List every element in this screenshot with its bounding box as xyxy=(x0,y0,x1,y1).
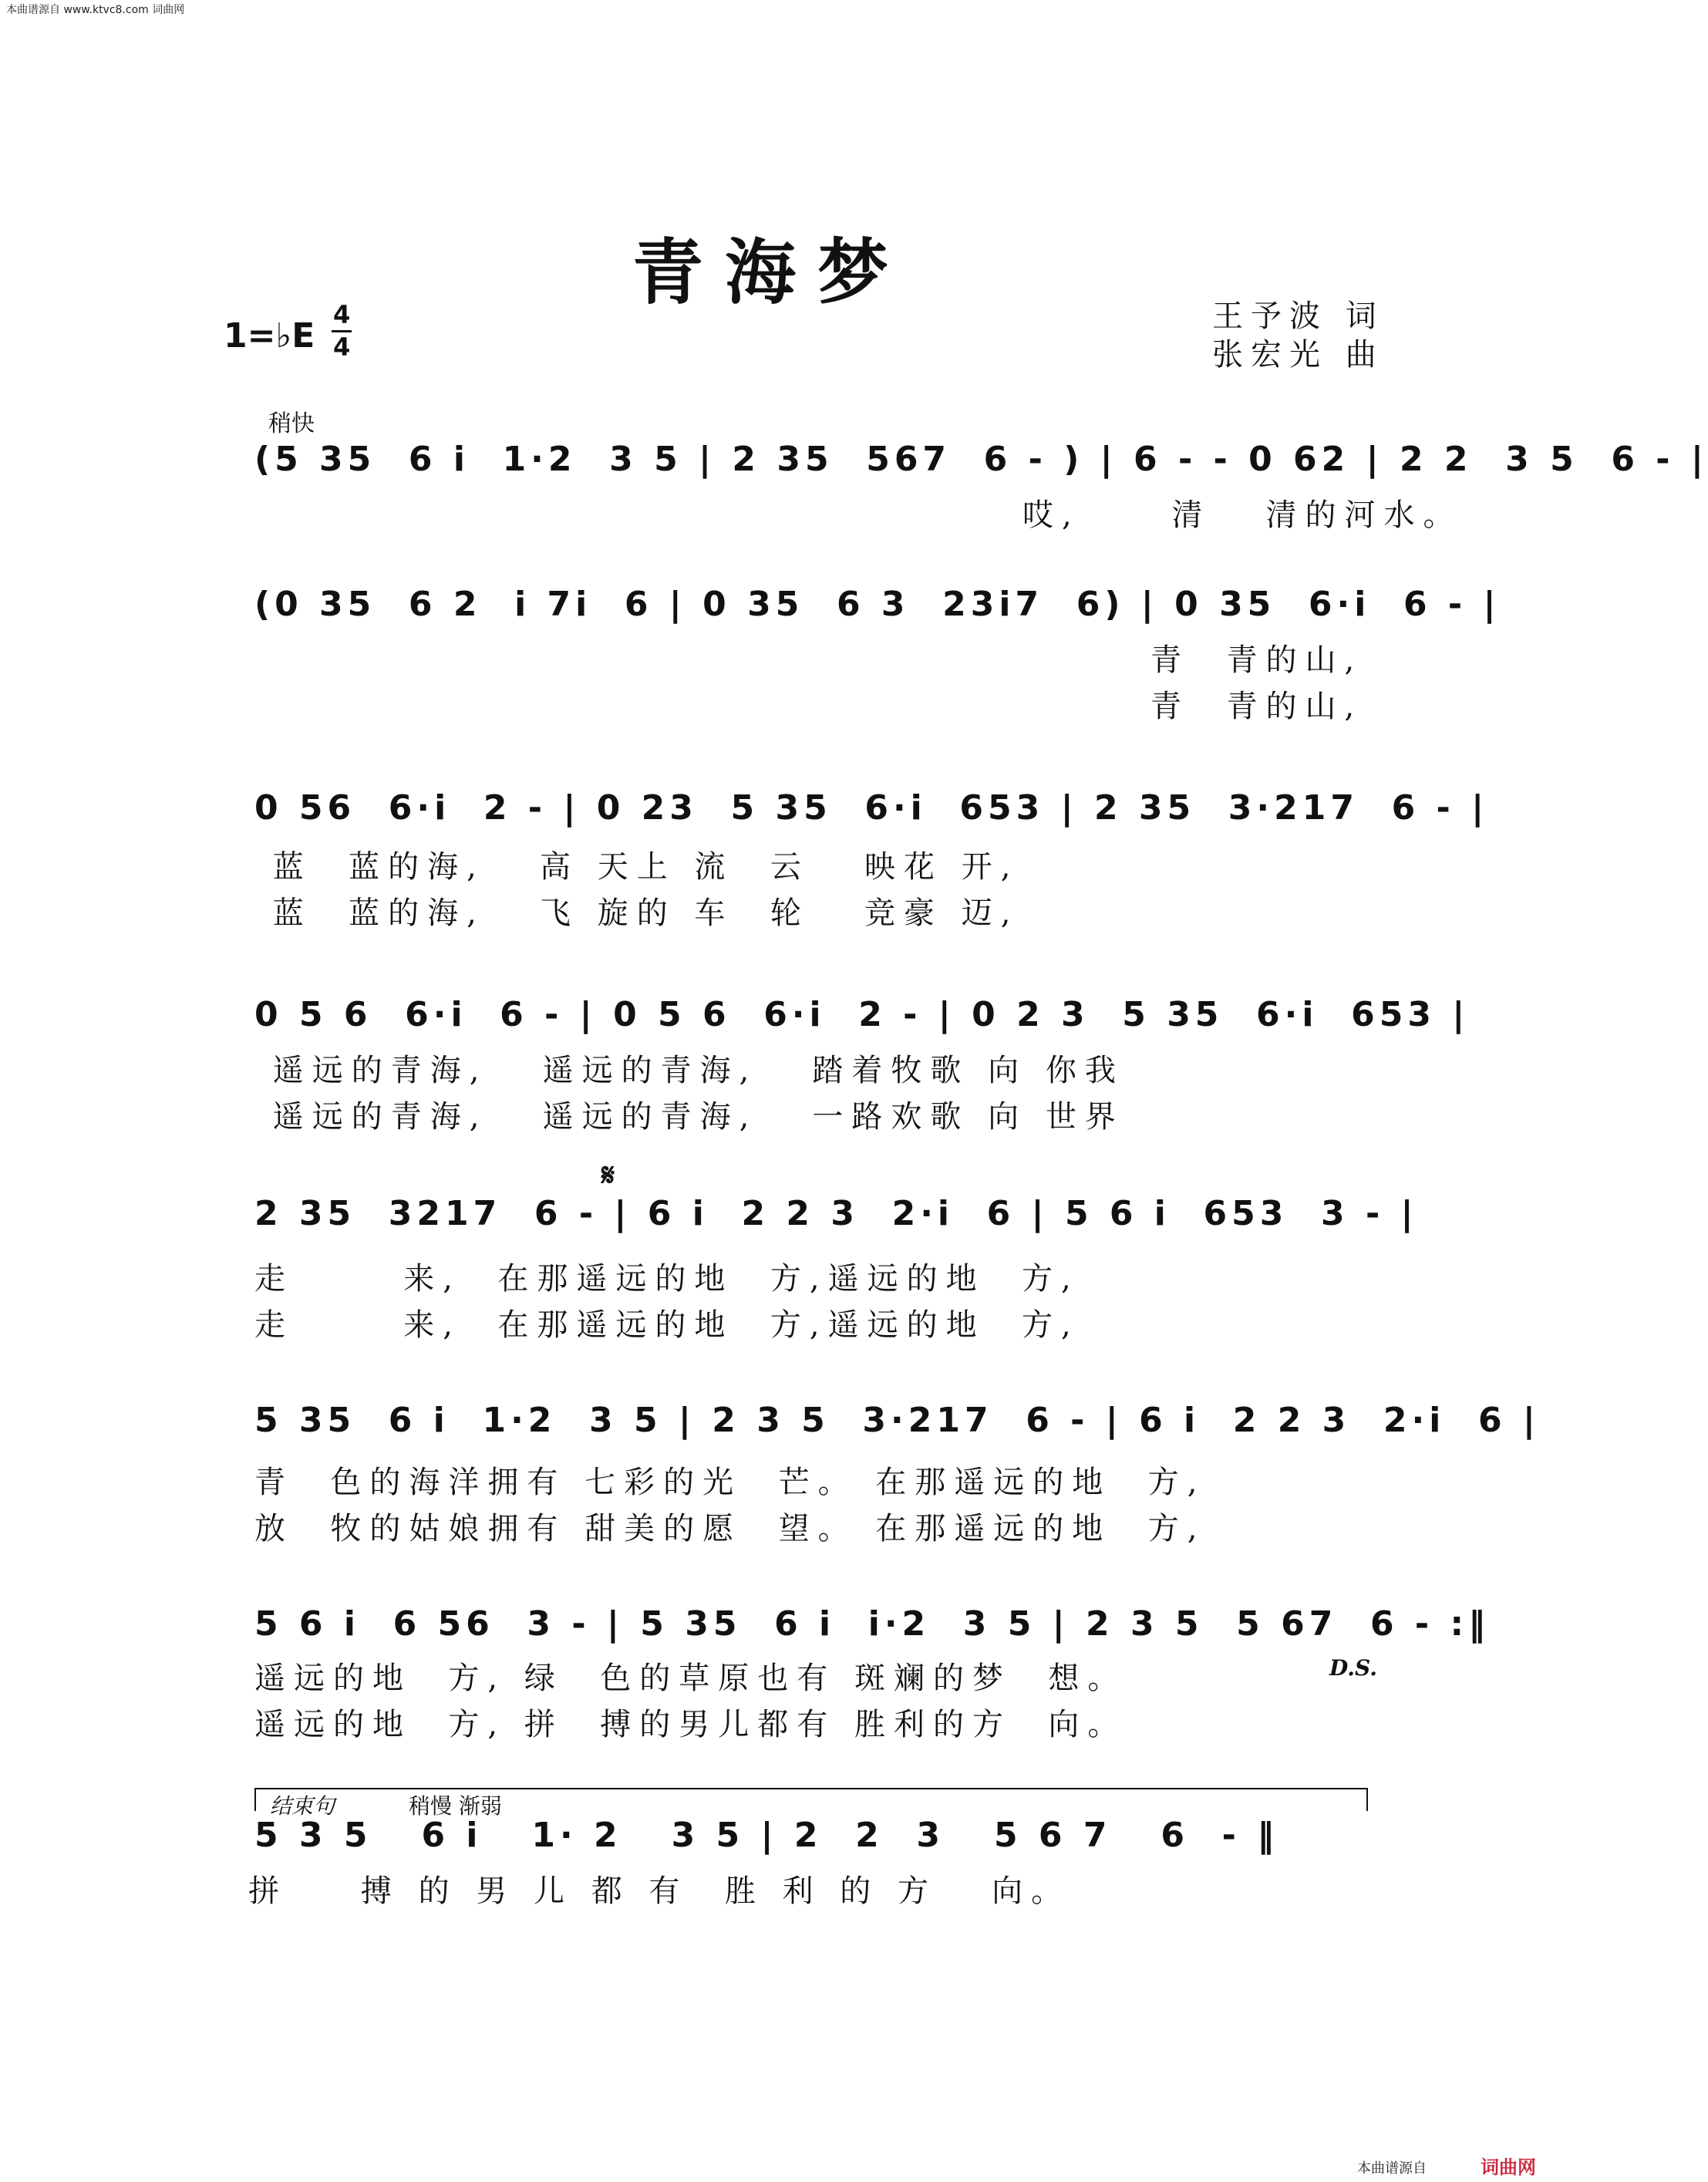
time-signature-top: 4 xyxy=(333,300,351,329)
ds-marking: D.S. xyxy=(1329,1655,1378,1681)
system-4-lyrics-1: 遥远的青海, 遥远的青海, 踏着牧歌 向 你我 xyxy=(254,1053,1124,1088)
composer: 张宏光 曲 xyxy=(1212,337,1384,373)
tempo-marking: 稍快 xyxy=(268,410,315,437)
key-signature: 1=♭E xyxy=(224,316,315,356)
page-title: 青海梦 xyxy=(632,231,910,314)
system-8-lyrics-1: 拼 搏 的 男 儿 都 有 胜 利 的 方 向。 xyxy=(248,1873,1071,1909)
system-2-lyrics-2: 青 青的山, xyxy=(254,689,1363,724)
system-1-notes: (5 35 6 i 1·2 3 5 | 2 35 567 6 - ) | 6 - - 0 62 | 2 2 3 5 6 - | xyxy=(254,440,1708,479)
lyricist: 王予波 词 xyxy=(1212,298,1384,334)
system-4-lyrics-2: 遥远的青海, 遥远的青海, 一路欢歌 向 世界 xyxy=(254,1099,1124,1135)
watermark-logo: 词曲网 xyxy=(1481,2157,1536,2178)
segno-sign: 𝄋 xyxy=(601,1157,615,1193)
system-2-lyrics-1: 青 青的山, xyxy=(254,642,1363,678)
system-6-notes: 5 35 6 i 1·2 3 5 | 2 3 5 3·217 6 - | 6 i 2 2 3 2·i 6 | xyxy=(254,1401,1540,1440)
system-6-lyrics-1: 青 色的海洋拥有 七彩的光 芒。 在那遥远的地 方, xyxy=(254,1465,1206,1500)
watermark-bottom: 本曲谱源自 xyxy=(1357,2160,1427,2177)
system-6-lyrics-2: 放 牧的姑娘拥有 甜美的愿 望。 在那遥远的地 方, xyxy=(254,1511,1206,1546)
system-3-lyrics-2: 蓝 蓝的海, 飞 旋的 车 轮 竞豪 迈, xyxy=(254,895,1019,931)
system-8-notes: 5 3 5 6 i 1· 2 3 5 | 2 2 3 5 6 7 6 - ‖ xyxy=(254,1816,1279,1855)
system-1-lyrics-1: 哎, 清 清的河水。 xyxy=(254,497,1463,533)
system-5-lyrics-2: 走 来, 在那遥远的地 方,遥远的地 方, xyxy=(254,1307,1080,1343)
system-2-notes: (0 35 6 2 i 7i 6 | 0 35 6 3 23i7 6) | 0 35 6·i 6 - | xyxy=(254,585,1501,624)
time-signature-bottom: 4 xyxy=(333,332,351,362)
system-7-notes: 5 6 i 6 56 3 - | 5 35 6 i i·2 3 5 | 2 3 5 5 67 6 - :‖ xyxy=(254,1604,1491,1644)
system-3-notes: 0 56 6·i 2 - | 0 23 5 35 6·i 653 | 2 35 3·217 6 - | xyxy=(254,788,1489,828)
ending-label: 结束句 xyxy=(270,1793,335,1819)
system-5-notes: 2 35 3217 6 - | 6 i 2 2 3 2·i 6 | 5 6 i 653 3 - | xyxy=(254,1194,1418,1233)
ending-tempo: 稍慢 渐弱 xyxy=(409,1793,502,1819)
system-3-lyrics-1: 蓝 蓝的海, 高 天上 流 云 映花 开, xyxy=(254,849,1019,885)
system-7-lyrics-2: 遥远的地 方, 拼 搏的男儿都有 胜利的方 向。 xyxy=(254,1707,1127,1742)
watermark-top: 本曲谱源自 www.ktvc8.com 词曲网 xyxy=(6,4,185,16)
system-4-notes: 0 5 6 6·i 6 - | 0 5 6 6·i 2 - | 0 2 3 5 35 6·i 653 | xyxy=(254,995,1470,1034)
system-5-lyrics-1: 走 来, 在那遥远的地 方,遥远的地 方, xyxy=(254,1261,1080,1297)
system-7-lyrics-1: 遥远的地 方, 绿 色的草原也有 斑斓的梦 想。 xyxy=(254,1661,1127,1696)
